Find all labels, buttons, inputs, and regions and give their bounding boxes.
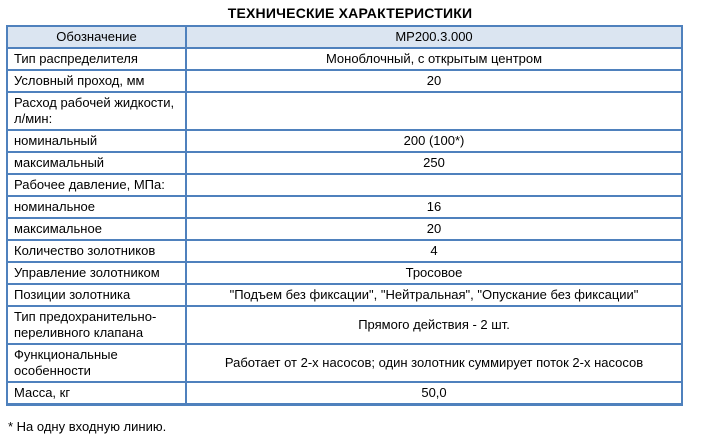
table-row bbox=[7, 344, 682, 382]
table-row bbox=[7, 284, 682, 306]
spec-value-cell: 250 bbox=[186, 152, 682, 174]
spec-label-cell: номинальное bbox=[7, 196, 186, 218]
spec-label-cell: Позиции золотника bbox=[7, 284, 186, 306]
table-header-row bbox=[7, 26, 682, 48]
table-row bbox=[7, 48, 682, 70]
spec-label-cell: максимальный bbox=[7, 152, 186, 174]
specs-table bbox=[6, 25, 683, 406]
table-row bbox=[7, 382, 682, 405]
spec-value-cell: "Подъем без фиксации", "Нейтральная", "Опускание без фиксации" bbox=[186, 284, 682, 306]
spec-label-cell: максимальное bbox=[7, 218, 186, 240]
spec-value-cell: 4 bbox=[186, 240, 682, 262]
spec-value-cell: Прямого действия - 2 шт. bbox=[186, 306, 682, 344]
table-row bbox=[7, 70, 682, 92]
spec-value-cell: Работает от 2-х насосов; один золотник суммирует поток 2-х насосов bbox=[186, 344, 682, 382]
table-row bbox=[7, 92, 682, 130]
footnote: * На одну входную линию. bbox=[8, 419, 167, 434]
spec-value-cell: 16 bbox=[186, 196, 682, 218]
header-label-cell: Обозначение bbox=[7, 26, 186, 48]
spec-label-cell: Условный проход, мм bbox=[7, 70, 186, 92]
spec-label-cell: Управление золотником bbox=[7, 262, 186, 284]
table-row bbox=[7, 196, 682, 218]
table-row bbox=[7, 130, 682, 152]
spec-value-cell: 20 bbox=[186, 218, 682, 240]
spec-label-cell: Рабочее давление, МПа: bbox=[7, 174, 186, 196]
spec-value-cell bbox=[186, 92, 682, 130]
spec-label-cell: Тип предохранительно-переливного клапана bbox=[7, 306, 186, 344]
table-row bbox=[7, 152, 682, 174]
spec-value-cell: 200 (100*) bbox=[186, 130, 682, 152]
specs-table-body bbox=[7, 26, 682, 405]
spec-label-cell: Тип распределителя bbox=[7, 48, 186, 70]
table-row bbox=[7, 306, 682, 344]
spec-label-cell: Функциональные особенности bbox=[7, 344, 186, 382]
spec-label-cell: Количество золотников bbox=[7, 240, 186, 262]
spec-value-cell bbox=[186, 174, 682, 196]
spec-label-cell: Масса, кг bbox=[7, 382, 186, 405]
header-value-cell: МР200.3.000 bbox=[186, 26, 682, 48]
spec-label-cell: Расход рабочей жидкости, л/мин: bbox=[7, 92, 186, 130]
spec-value-cell: 50,0 bbox=[186, 382, 682, 405]
spec-value-cell: 20 bbox=[186, 70, 682, 92]
table-row bbox=[7, 174, 682, 196]
page-title: ТЕХНИЧЕСКИЕ ХАРАКТЕРИСТИКИ bbox=[227, 5, 473, 21]
spec-value-cell: Моноблочный, с открытым центром bbox=[186, 48, 682, 70]
spec-label-cell: номинальный bbox=[7, 130, 186, 152]
spec-value-cell: Тросовое bbox=[186, 262, 682, 284]
table-row bbox=[7, 240, 682, 262]
table-row bbox=[7, 218, 682, 240]
table-row bbox=[7, 262, 682, 284]
